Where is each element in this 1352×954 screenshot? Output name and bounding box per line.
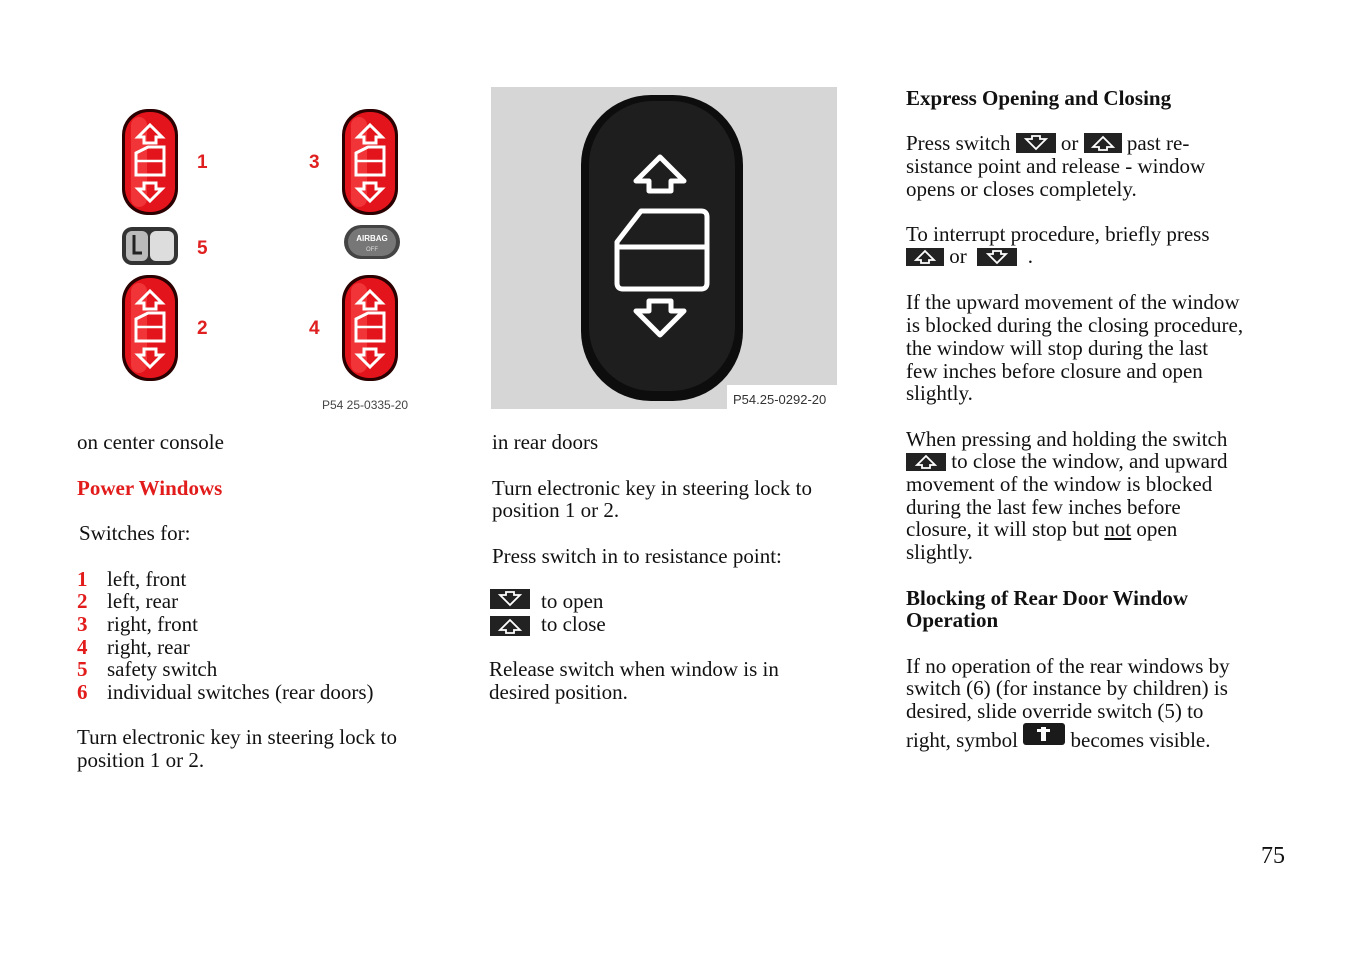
child-lock-symbol-icon: [1023, 723, 1065, 745]
up-arrow-icon: [906, 453, 946, 471]
switch-4-icon: [342, 275, 398, 381]
heading-power-windows: Power Windows: [77, 476, 223, 500]
airbag-label: AIRBAG: [356, 234, 388, 243]
list-item: 5 safety switch: [77, 657, 218, 681]
key-instruction-line-1: Turn electronic key in steering lock to: [77, 725, 397, 749]
to-close-label: to close: [541, 612, 606, 636]
switch-2-icon: [122, 275, 178, 381]
key-instruction-line-2: position 1 or 2.: [492, 498, 620, 522]
key-instruction-line-2: position 1 or 2.: [77, 748, 205, 772]
safety-switch-icon: [122, 227, 178, 265]
express-paragraph-line-3: opens or closes completely.: [906, 177, 1137, 201]
holding-paragraph-line-3: movement of the window is blocked: [906, 472, 1213, 496]
holding-paragraph-line-4: during the last few inches before: [906, 495, 1181, 519]
down-arrow-icon: [490, 589, 530, 609]
page-number: 75: [1261, 843, 1285, 869]
list-item: 3 right, front: [77, 612, 198, 636]
figure-label-4: 4: [309, 318, 320, 339]
holding-paragraph-line-6: slightly.: [906, 540, 973, 564]
rear-door-switch-figure: [491, 87, 837, 409]
blocked-paragraph-line: If the upward movement of the window: [906, 290, 1240, 314]
key-instruction-line-1: Turn electronic key in steering lock to: [492, 476, 812, 500]
list-item: 4 right, rear: [77, 635, 190, 659]
to-open-label: to open: [541, 589, 604, 613]
holding-paragraph-line-2: to close the window, and upward: [906, 450, 1228, 473]
figure-label-3: 3: [309, 152, 320, 173]
switch-1-icon: [122, 109, 178, 215]
heading-blocking-line-2: Operation: [906, 608, 999, 632]
down-arrow-icon: [977, 248, 1017, 266]
list-item: 1 left, front: [77, 567, 187, 591]
express-paragraph-line-2: sistance point and release - window: [906, 154, 1206, 178]
override-paragraph-line-3: desired, slide override switch (5) to: [906, 699, 1204, 723]
caption-rear-doors: in rear doors: [492, 430, 599, 454]
heading-blocking-line-1: Blocking of Rear Door Window: [906, 586, 1188, 610]
airbag-off-switch-icon: [344, 225, 400, 259]
press-switch-text: Press switch in to resistance point:: [492, 544, 782, 568]
figure-label-1: 1: [197, 152, 208, 173]
express-paragraph-line-1: Press switch or past re-: [906, 131, 1190, 155]
switches-for-label: Switches for:: [79, 521, 191, 545]
release-line-1: Release switch when window is in: [489, 657, 779, 681]
figure-right-part-number: P54.25-0292-20: [733, 392, 827, 407]
override-paragraph-line-4: right, symbol becomes visible.: [906, 723, 1210, 752]
up-arrow-icon: [490, 616, 530, 636]
switch-3-icon: [342, 109, 398, 215]
figure-label-2: 2: [197, 318, 208, 339]
override-paragraph-line-1: If no operation of the rear windows by: [906, 654, 1230, 678]
figure-left-part-number: P54 25-0335-20: [322, 398, 409, 412]
list-item: 6 individual switches (rear doors): [77, 680, 374, 704]
figure-label-5: 5: [197, 238, 208, 259]
release-line-2: desired position.: [489, 680, 628, 704]
caption-center-console: on center console: [77, 430, 224, 454]
holding-paragraph-line-5: closure, it will stop but not open: [906, 517, 1178, 541]
up-arrow-icon: [906, 248, 944, 266]
override-paragraph-line-2: switch (6) (for instance by children) is: [906, 676, 1228, 700]
heading-express-opening: Express Opening and Closing: [906, 86, 1172, 110]
interrupt-line-1: To interrupt procedure, briefly press: [906, 222, 1210, 246]
center-console-switches-figure: [100, 95, 440, 420]
blocked-paragraph-line: slightly.: [906, 381, 973, 405]
blocked-paragraph-line: is blocked during the closing procedure,: [906, 313, 1244, 337]
interrupt-line-2: or .: [906, 245, 1033, 268]
airbag-off-label: OFF: [366, 247, 378, 253]
holding-paragraph-line-1: When pressing and holding the switch: [906, 427, 1228, 451]
list-item: 2 left, rear: [77, 589, 179, 613]
down-arrow-icon: [1016, 133, 1056, 153]
blocked-paragraph-line: the window will stop during the last: [906, 336, 1209, 360]
up-arrow-icon: [1084, 133, 1122, 153]
blocked-paragraph-line: few inches before closure and open: [906, 359, 1203, 383]
